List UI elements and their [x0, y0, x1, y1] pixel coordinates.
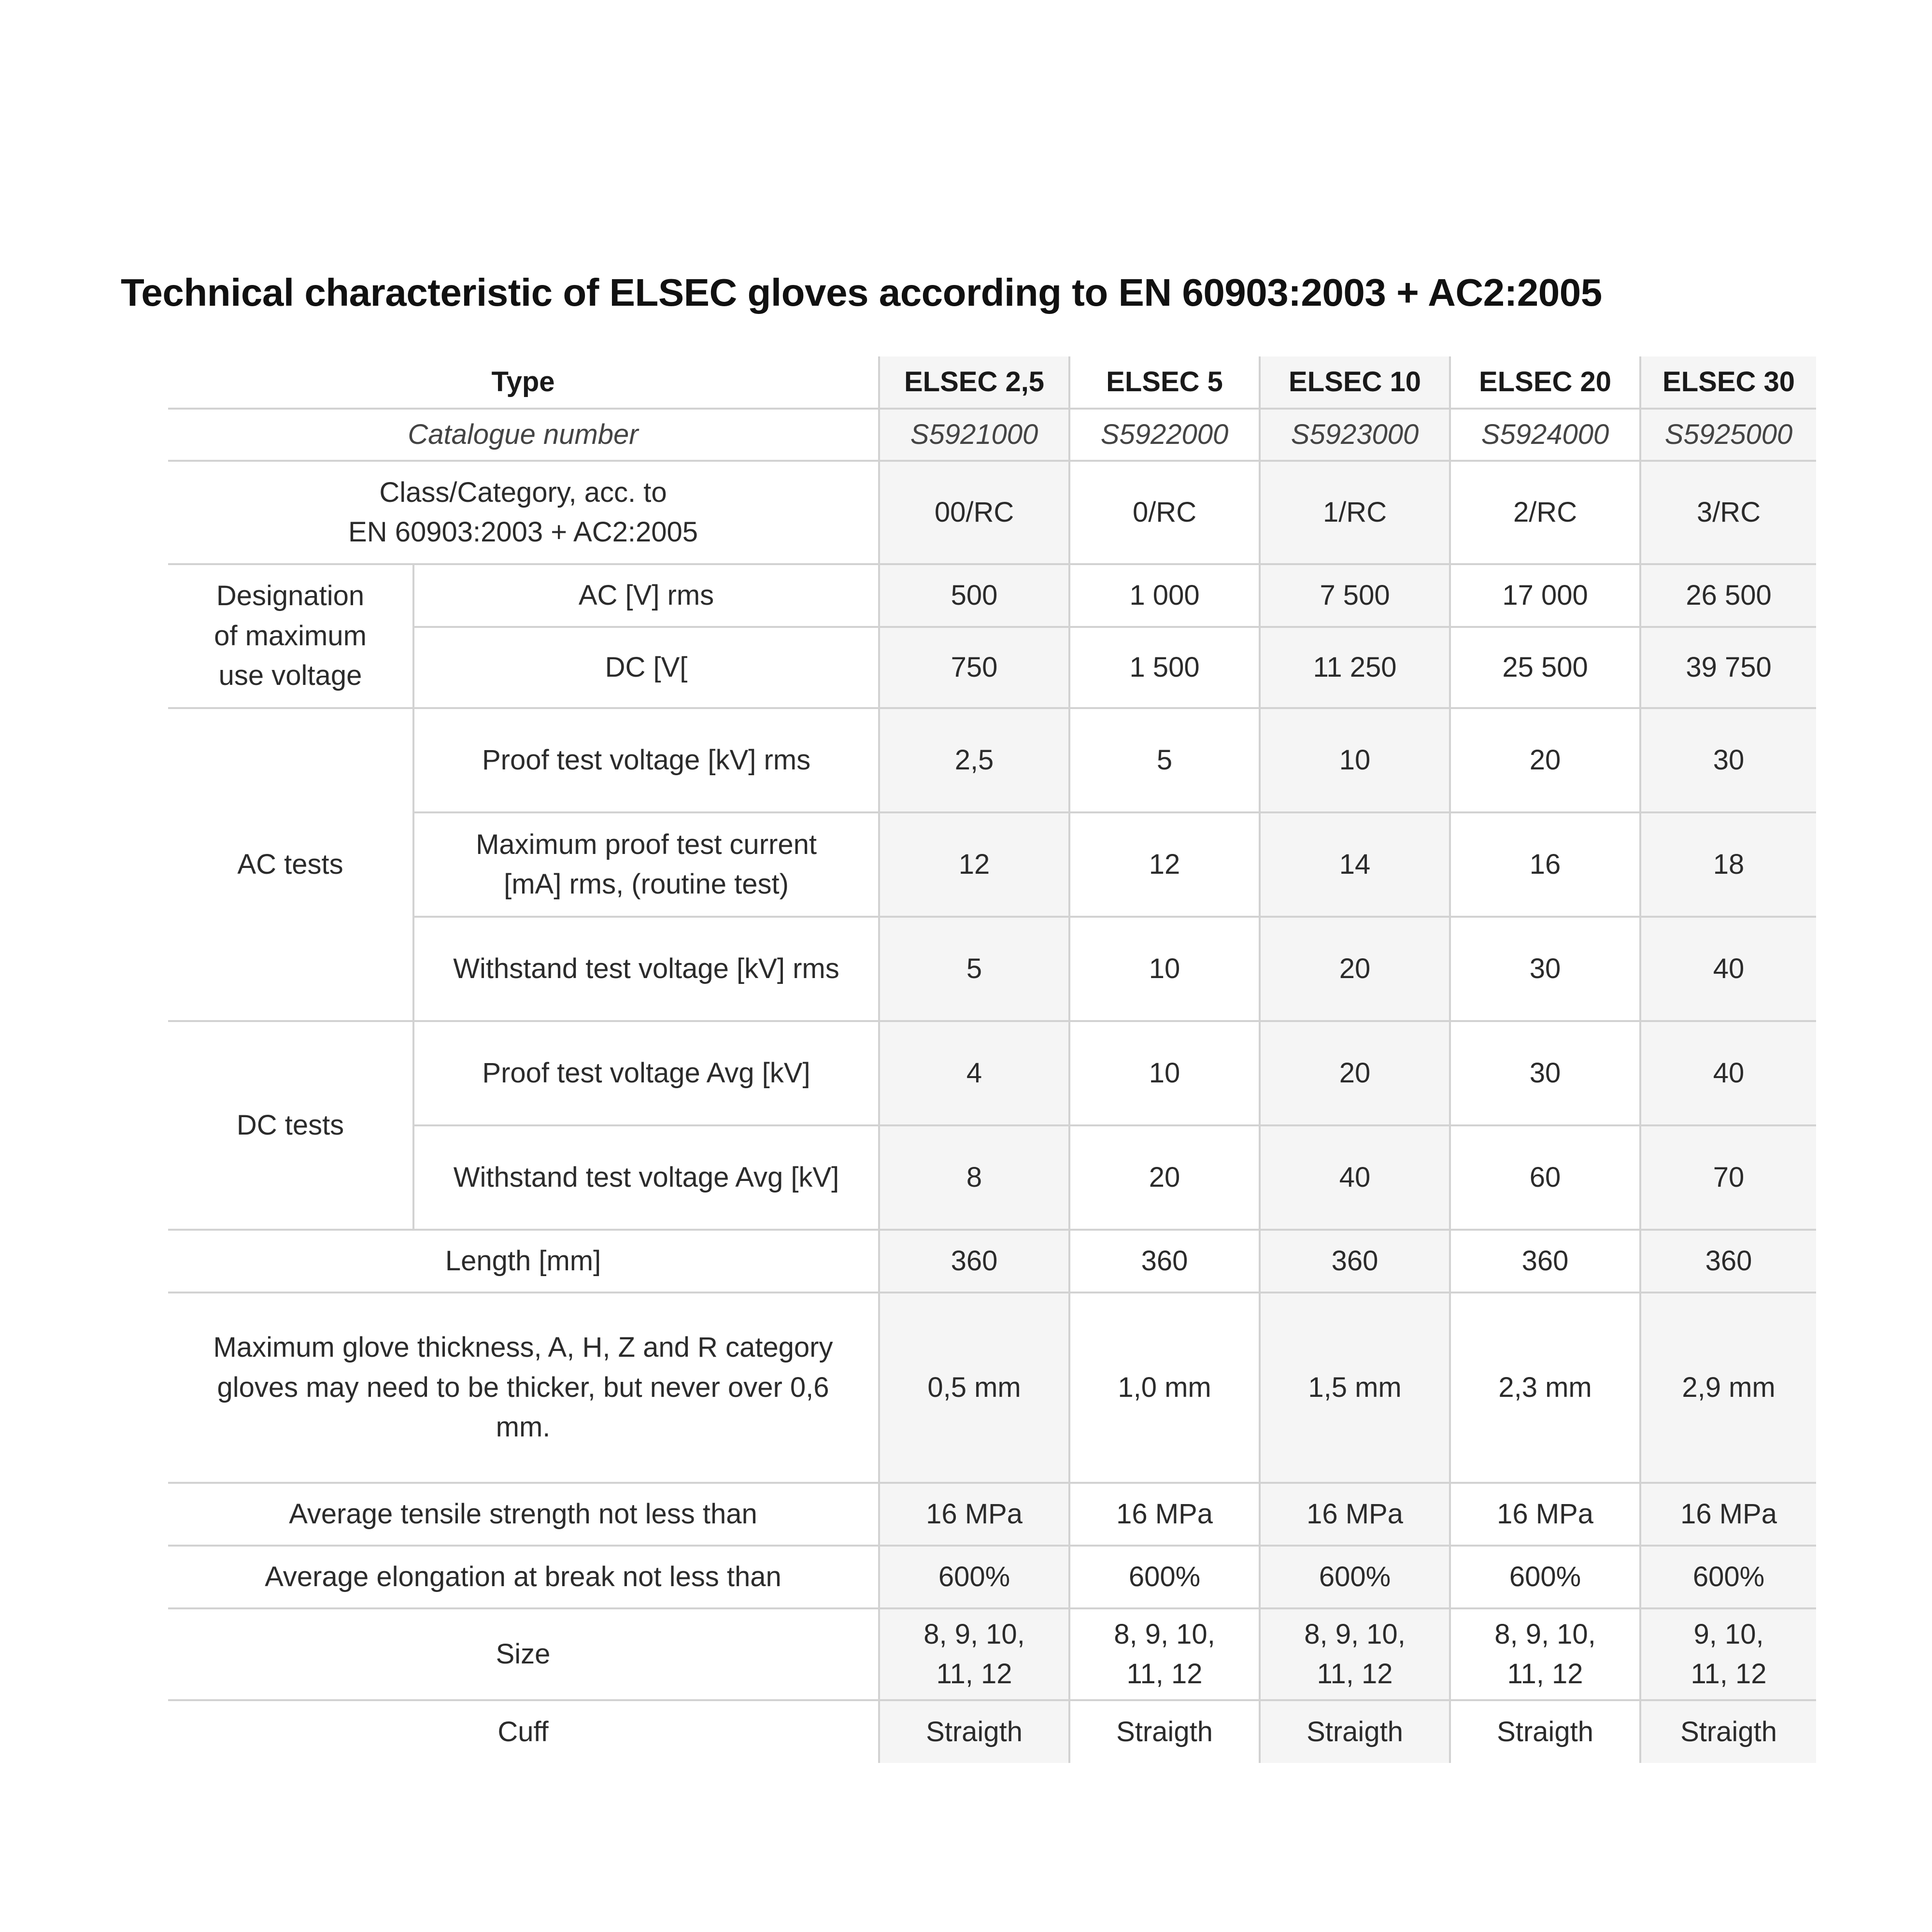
ac-proof-label: Proof test voltage [kV] rms — [413, 708, 879, 812]
size-line: 11, 12 — [1507, 1658, 1583, 1690]
ac-proof-cell: 30 — [1640, 708, 1816, 812]
dc-withstand-cell: 70 — [1640, 1125, 1816, 1230]
size-line: 9, 10, — [1693, 1618, 1764, 1650]
spec-table — [168, 356, 1816, 1763]
class-label-line: EN 60903:2003 + AC2:2005 — [348, 516, 698, 548]
thickness-label-line: mm. — [496, 1411, 551, 1443]
thickness-cell: 1,0 mm — [1069, 1293, 1260, 1483]
size-line: 8, 9, 10, — [1114, 1618, 1215, 1650]
dc-withstand-cell: 20 — [1069, 1125, 1260, 1230]
dc-cell: 11 250 — [1260, 627, 1450, 708]
dc-proof-cell: 30 — [1450, 1021, 1640, 1125]
table-row-dc — [168, 627, 1816, 708]
class-cell: 1/RC — [1260, 461, 1450, 564]
cuff-cell: Straigth — [1260, 1700, 1450, 1763]
elongation-cell: 600% — [1069, 1546, 1260, 1608]
dc-withstand-cell: 60 — [1450, 1125, 1640, 1230]
designation-label-line: Designation — [216, 580, 365, 612]
ac-withstand-cell: 40 — [1640, 917, 1816, 1021]
ac-current-cell: 18 — [1640, 812, 1816, 917]
designation-label — [168, 564, 413, 708]
table-row-length — [168, 1230, 1816, 1293]
ac-rms-label: AC [V] rms — [413, 564, 879, 627]
size-line: 8, 9, 10, — [1304, 1618, 1406, 1650]
elongation-cell: 600% — [1450, 1546, 1640, 1608]
ac-tests-label: AC tests — [168, 708, 413, 1021]
cuff-label: Cuff — [168, 1700, 879, 1763]
class-label — [168, 461, 879, 564]
dc-cell: 25 500 — [1450, 627, 1640, 708]
tensile-cell: 16 MPa — [1640, 1483, 1816, 1546]
size-line: 11, 12 — [936, 1658, 1012, 1690]
cuff-cell: Straigth — [1450, 1700, 1640, 1763]
model-header: ELSEC 20 — [1450, 356, 1640, 409]
ac-withstand-cell: 5 — [879, 917, 1069, 1021]
elongation-cell: 600% — [879, 1546, 1069, 1608]
ac-rms-cell: 7 500 — [1260, 564, 1450, 627]
table-row-ac-withstand — [168, 917, 1816, 1021]
dc-cell: 39 750 — [1640, 627, 1816, 708]
ac-withstand-cell: 20 — [1260, 917, 1450, 1021]
ac-current-label-line: [mA] rms, (routine test) — [504, 868, 789, 900]
ac-current-label-line: Maximum proof test current — [476, 828, 817, 860]
ac-current-cell: 12 — [1069, 812, 1260, 917]
elongation-cell: 600% — [1260, 1546, 1450, 1608]
ac-current-cell: 16 — [1450, 812, 1640, 917]
cuff-cell: Straigth — [1640, 1700, 1816, 1763]
size-line: 8, 9, 10, — [1494, 1618, 1596, 1650]
size-cell — [1640, 1608, 1816, 1700]
ac-current-label — [413, 812, 879, 917]
ac-withstand-cell: 10 — [1069, 917, 1260, 1021]
table-row-type — [168, 356, 1816, 409]
table-row-ac-current — [168, 812, 1816, 917]
catalogue-cell: S5925000 — [1640, 409, 1816, 461]
ac-current-cell: 14 — [1260, 812, 1450, 917]
table-row-cuff — [168, 1700, 1816, 1763]
ac-proof-cell: 5 — [1069, 708, 1260, 812]
table-row-elongation — [168, 1546, 1816, 1608]
model-header: ELSEC 30 — [1640, 356, 1816, 409]
catalogue-cell: S5922000 — [1069, 409, 1260, 461]
length-cell: 360 — [879, 1230, 1069, 1293]
ac-rms-cell: 17 000 — [1450, 564, 1640, 627]
class-cell: 00/RC — [879, 461, 1069, 564]
thickness-label-line: Maximum glove thickness, A, H, Z and R category — [213, 1332, 833, 1364]
dc-cell: 750 — [879, 627, 1069, 708]
dc-label: DC [V[ — [413, 627, 879, 708]
tensile-cell: 16 MPa — [1069, 1483, 1260, 1546]
catalogue-label: Catalogue number — [168, 409, 879, 461]
model-header: ELSEC 5 — [1069, 356, 1260, 409]
dc-tests-label: DC tests — [168, 1021, 413, 1230]
catalogue-cell: S5923000 — [1260, 409, 1450, 461]
tensile-cell: 16 MPa — [1260, 1483, 1450, 1546]
ac-rms-cell: 26 500 — [1640, 564, 1816, 627]
ac-proof-cell: 2,5 — [879, 708, 1069, 812]
class-cell: 0/RC — [1069, 461, 1260, 564]
thickness-cell: 0,5 mm — [879, 1293, 1069, 1483]
class-cell: 3/RC — [1640, 461, 1816, 564]
tensile-cell: 16 MPa — [1450, 1483, 1640, 1546]
size-line: 8, 9, 10, — [923, 1618, 1025, 1650]
size-cell — [879, 1608, 1069, 1700]
dc-cell: 1 500 — [1069, 627, 1260, 708]
table-row-ac-rms — [168, 564, 1816, 627]
ac-proof-cell: 10 — [1260, 708, 1450, 812]
ac-rms-cell: 500 — [879, 564, 1069, 627]
designation-label-line: of maximum — [214, 620, 367, 652]
dc-withstand-label: Withstand test voltage Avg [kV] — [413, 1125, 879, 1230]
cuff-cell: Straigth — [879, 1700, 1069, 1763]
model-header: ELSEC 10 — [1260, 356, 1450, 409]
ac-proof-cell: 20 — [1450, 708, 1640, 812]
length-cell: 360 — [1260, 1230, 1450, 1293]
size-cell — [1069, 1608, 1260, 1700]
size-label: Size — [168, 1608, 879, 1700]
catalogue-cell: S5924000 — [1450, 409, 1640, 461]
ac-withstand-cell: 30 — [1450, 917, 1640, 1021]
tensile-label: Average tensile strength not less than — [168, 1483, 879, 1546]
page-title: Technical characteristic of ELSEC gloves according to EN 60903:2003 + AC2:2005 — [121, 271, 1602, 314]
tensile-cell: 16 MPa — [879, 1483, 1069, 1546]
size-line: 11, 12 — [1317, 1658, 1393, 1690]
model-header: ELSEC 2,5 — [879, 356, 1069, 409]
table-row-class — [168, 461, 1816, 564]
table-row-thickness — [168, 1293, 1816, 1483]
thickness-label — [168, 1293, 879, 1483]
dc-proof-cell: 20 — [1260, 1021, 1450, 1125]
dc-proof-cell: 10 — [1069, 1021, 1260, 1125]
size-cell — [1260, 1608, 1450, 1700]
class-label-line: Class/Category, acc. to — [379, 476, 667, 508]
table-row-ac-proof — [168, 708, 1816, 812]
cuff-cell: Straigth — [1069, 1700, 1260, 1763]
ac-withstand-label: Withstand test voltage [kV] rms — [413, 917, 879, 1021]
thickness-label-line: gloves may need to be thicker, but never over 0,6 — [217, 1371, 829, 1403]
dc-proof-label: Proof test voltage Avg [kV] — [413, 1021, 879, 1125]
length-cell: 360 — [1640, 1230, 1816, 1293]
ac-current-cell: 12 — [879, 812, 1069, 917]
elongation-cell: 600% — [1640, 1546, 1816, 1608]
table-row-dc-proof — [168, 1021, 1816, 1125]
thickness-cell: 2,9 mm — [1640, 1293, 1816, 1483]
type-header: Type — [491, 366, 555, 398]
size-cell — [1450, 1608, 1640, 1700]
thickness-cell: 2,3 mm — [1450, 1293, 1640, 1483]
dc-withstand-cell: 8 — [879, 1125, 1069, 1230]
size-line: 11, 12 — [1690, 1658, 1767, 1690]
table-row-catalogue — [168, 409, 1816, 461]
elongation-label: Average elongation at break not less than — [168, 1546, 879, 1608]
class-cell: 2/RC — [1450, 461, 1640, 564]
ac-rms-cell: 1 000 — [1069, 564, 1260, 627]
table-row-tensile — [168, 1483, 1816, 1546]
length-label: Length [mm] — [168, 1230, 879, 1293]
table-row-dc-withstand — [168, 1125, 1816, 1230]
catalogue-cell: S5921000 — [879, 409, 1069, 461]
table-row-size — [168, 1608, 1816, 1700]
length-cell: 360 — [1069, 1230, 1260, 1293]
size-line: 11, 12 — [1126, 1658, 1203, 1690]
length-cell: 360 — [1450, 1230, 1640, 1293]
thickness-cell: 1,5 mm — [1260, 1293, 1450, 1483]
dc-proof-cell: 4 — [879, 1021, 1069, 1125]
dc-proof-cell: 40 — [1640, 1021, 1816, 1125]
designation-label-line: use voltage — [218, 660, 362, 692]
dc-withstand-cell: 40 — [1260, 1125, 1450, 1230]
